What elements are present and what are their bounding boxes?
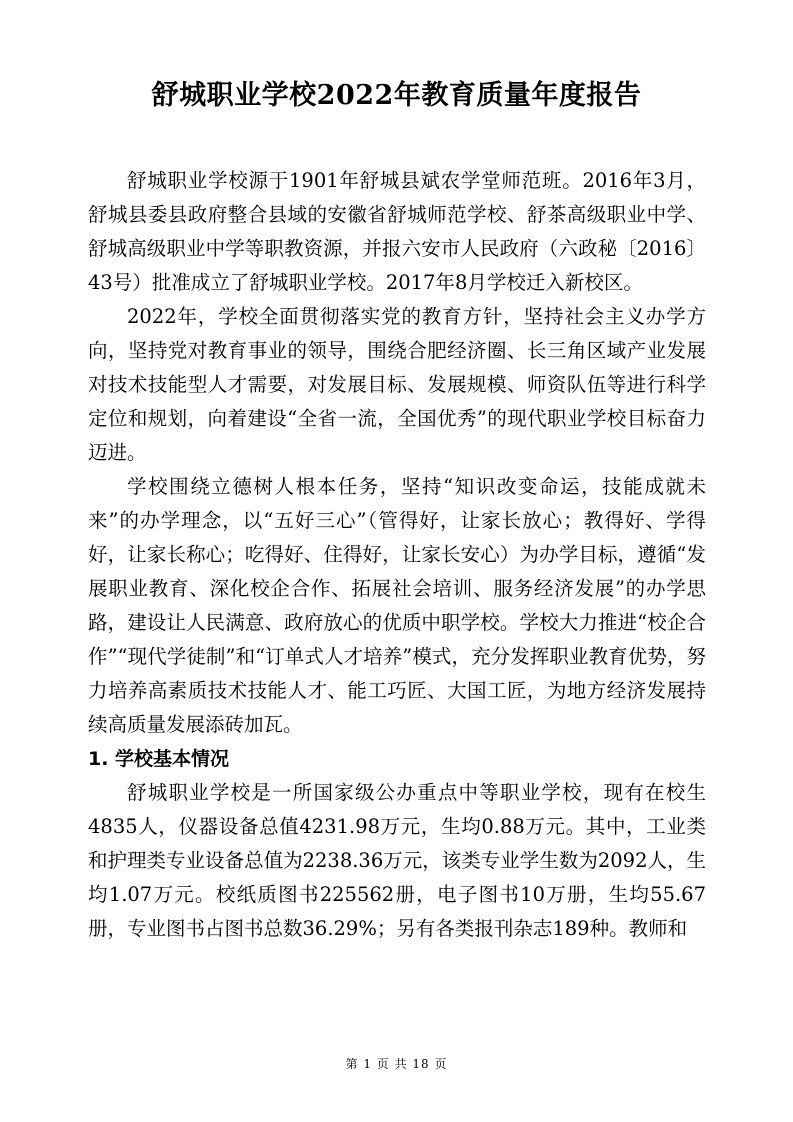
document-body (88, 164, 706, 946)
paragraph-2022-direction: 2022年，学校全面贯彻落实党的教育方针，坚持社会主义办学方向，坚持党对教育事业的领导，围绕合肥经济圈、长三角区域产业发展对技术技能型人才需要，对发展目标、发展规模、师资队伍等进行科学定位和规划，向着建设“全省一流，全国优秀”的现代职业学校目标奋力迈进。 (88, 305, 706, 464)
page-footer: 第 1 页 共 18 页 (345, 1057, 448, 1071)
document-title: 舒城职业学校2022年教育质量年度报告 (151, 80, 642, 111)
section-heading-basic-info: 1. 学校基本情况 (88, 748, 230, 770)
paragraph-basic-info: 舒城职业学校是一所国家级公办重点中等职业学校，现有在校生4835人，仪器设备总值4231.98万元，生均0.88万元。其中，工业类和护理类专业设备总值为2238.36万元，该类专业学生数为2092人，生均1.07万元。校纸质图书225562册，电子图书10万册，生均55.67册，专业图书占图书总数36.29%；另有各类报刊杂志189种。教师和 (88, 781, 706, 940)
paragraph-philosophy: 学校围绕立德树人根本任务，坚持“知识改变命运，技能成就未来”的办学理念，以“五好三心”（管得好，让家长放心；教得好、学得好，让家长称心；吃得好、住得好，让家长安心）为办学目标，遵循“发展职业教育、深化校企合作、拓展社会培训、服务经济发展”的办学思路，建设让人民满意、政府放心的优质中职学校。学校大力推进“校企合作”“现代学徒制”和“订单式人才培养”模式，充分发挥职业教育优势，努力培养高素质技术技能人才、能工巧匠、大国工匠，为地方经济发展持续高质量发展添砖加瓦。 (88, 475, 706, 736)
paragraph-history: 舒城职业学校源于1901年舒城县斌农学堂师范班。2016年3月，舒城县委县政府整合县域的安徽省舒城师范学校、舒茶高级职业中学、舒城高级职业中学等职教资源，并报六安市人民政府（六政秘〔2016〕43号）批准成立了舒城职业学校。2017年8月学校迁入新校区。 (88, 169, 706, 294)
